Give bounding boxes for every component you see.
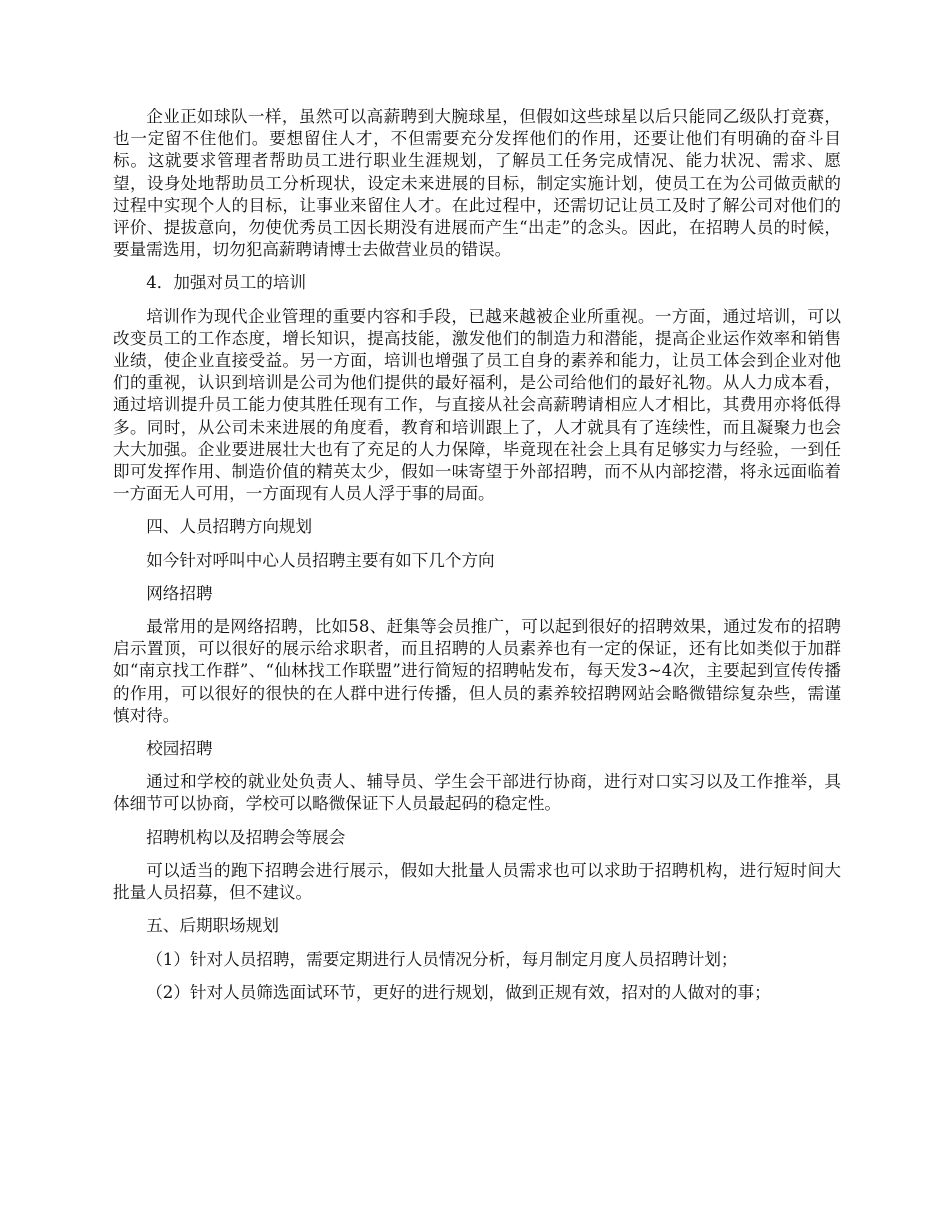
paragraph-online-recruitment: 最常用的是网络招聘，比如58、赶集等会员推广，可以起到很好的招聘效果，通过发布的招聘启示置顶，可以很好的展示给求职者，而且招聘的人员素养也有一定的保证，还有比如类似于加群如“南京找工作群”、“仙林找工作联盟”进行简短的招聘帖发布，每天发3~4次，主要起到宣传传播的作用，可以很好的很快的在人群中进行传播，但人员的素养较招聘网站会略微错综复杂些，需谨慎对待。	[113, 617, 841, 725]
paragraph-agencies-fairs: 可以适当的跑下招聘会进行展示，假如大批量人员需求也可以求助于招聘机构，进行短时间大批量人员招募，但不建议。	[113, 860, 841, 903]
paragraph-campus-recruitment: 通过和学校的就业处负责人、辅导员、学生会干部进行协商，进行对口实习以及工作推举，具体细节可以协商，学校可以略微保证下人员最起码的稳定性。	[113, 772, 841, 814]
list-item-2: （2）针对人员筛选面试环节，更好的进行规划，做到正规有效，招对的人做对的事；	[146, 982, 771, 1002]
subheading-campus-recruitment: 校园招聘	[146, 739, 213, 759]
paragraph-recruitment-intro: 如今针对呼叫中心人员招聘主要有如下几个方向	[146, 550, 495, 570]
paragraph-training: 培训作为现代企业管理的重要内容和手段，已越来越被企业所重视。一方面，通过培训，可以改变员工的工作态度，增长知识，提高技能，激发他们的制造力和潜能，提高企业运作效率和销售业绩，使企业直接受益。另一方面，培训也增强了员工自身的素养和能力，让员工体会到企业对他们的重视，认识到培训是公司为他们提供的最好福利，是公司给他们的最好礼物。从人力成本看，通过培训提升员工能力使其胜任现有工作，与直接从社会高薪聘请相应人才相比，其费用亦将低得多。同时，从公司未来进展的角度看，教育和培训跟上了，人才就具有了连续性，而且凝聚力也会大大加强。企业要进展壮大也有了充足的人力保障，毕竟现在社会上具有足够实力与经验，一到任即可发挥作用、制造价值的精英太少，假如一味寄望于外部招聘，而不从内部挖潜，将永远面临着一方面无人可用，一方面现有人员人浮于事的局面。	[113, 306, 841, 504]
subheading-agencies-fairs: 招聘机构以及招聘会等展会	[146, 827, 346, 847]
subheading-online-recruitment: 网络招聘	[146, 583, 213, 603]
paragraph-talent-retention: 企业正如球队一样，虽然可以高薪聘到大腕球星，但假如这些球星以后只能同乙级队打竞赛，也一定留不住他们。要想留住人才，不但需要充分发挥他们的作用，还要让他们有明确的奋斗目标。这就要求管理者帮助员工进行职业生涯规划，了解员工任务完成情况、能力状况、需求、愿望，设身处地帮助员工分析现状，设定未来进展的目标，制定实施计划，使员工在为公司做贡献的过程中实现个人的目标，让事业来留住人才。在此过程中，还需切记让员工及时了解公司对他们的评价、提拔意向，勿使优秀员工因长期没有进展而产生“出走”的念头。因此，在招聘人员的时候，要量需选用，切勿犯高薪聘请博士去做营业员的错误。	[113, 107, 841, 260]
heading-career-planning: 五、后期职场规划	[146, 916, 279, 936]
heading-staff-training: 4．加强对员工的培训	[146, 273, 307, 293]
list-item-1: （1）针对人员招聘，需要定期进行人员情况分析，每月制定月度人员招聘计划；	[146, 949, 738, 969]
heading-recruitment-direction: 四、人员招聘方向规划	[146, 517, 313, 537]
document-page	[113, 106, 841, 1015]
